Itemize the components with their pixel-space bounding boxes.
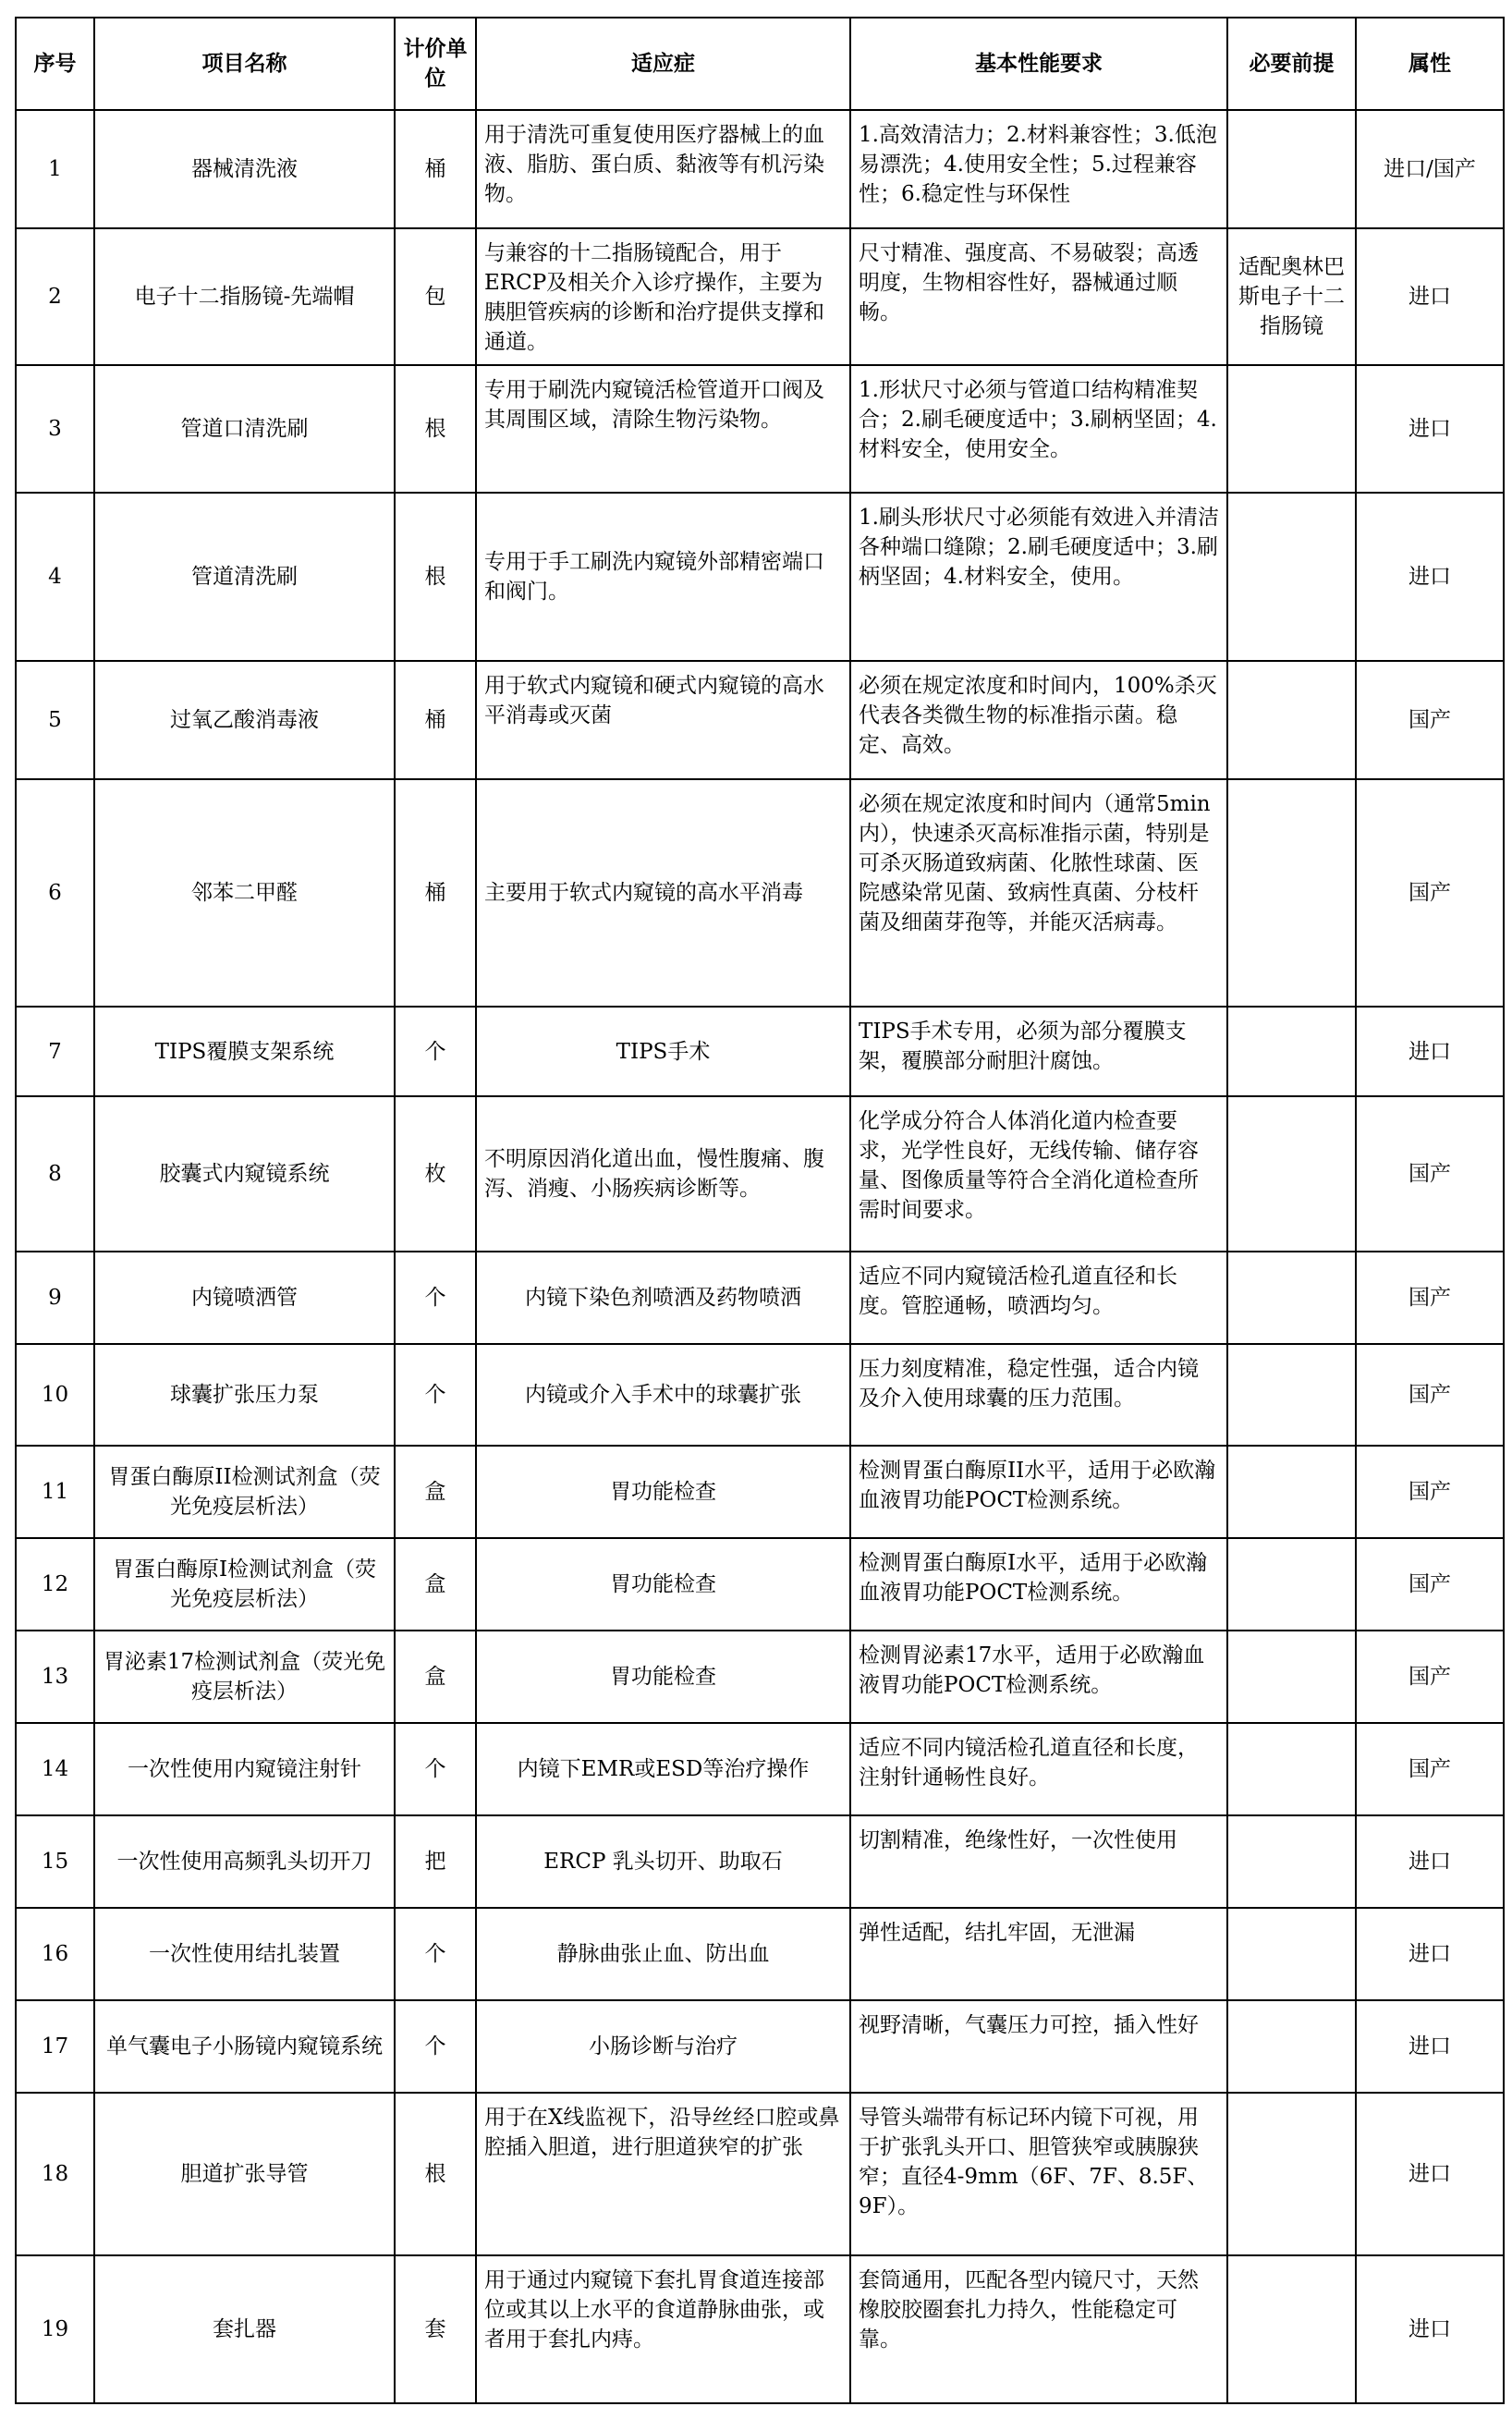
cell-prerequisite [1227, 493, 1356, 661]
cell-requirements: 切割精准，绝缘性好，一次性使用 [850, 1815, 1227, 1908]
cell-indication: 静脉曲张止血、防出血 [476, 1908, 850, 2000]
table-row [16, 1007, 1504, 1096]
cell-indication: 专用于手工刷洗内窥镜外部精密端口和阀门。 [476, 493, 850, 661]
cell-attribute: 国产 [1356, 1446, 1504, 1538]
cell-no: 2 [16, 228, 94, 365]
cell-name: 内镜喷洒管 [94, 1252, 395, 1344]
cell-no: 13 [16, 1631, 94, 1723]
cell-requirements: 检测胃泌素17水平，适用于必欧瀚血液胃功能POCT检测系统。 [850, 1631, 1227, 1723]
cell-requirements: 必须在规定浓度和时间内，100%杀灭代表各类微生物的标准指示菌。稳定、高效。 [850, 661, 1227, 779]
cell-requirements: 1.形状尺寸必须与管道口结构精准契合；2.刷毛硬度适中；3.刷柄坚固；4.材料安全，使用安全。 [850, 365, 1227, 493]
cell-attribute: 进口 [1356, 2093, 1504, 2255]
cell-no: 10 [16, 1344, 94, 1446]
table-row [16, 2255, 1504, 2403]
cell-indication: 用于在X线监视下，沿导丝经口腔或鼻腔插入胆道，进行胆道狭窄的扩张 [476, 2093, 850, 2255]
cell-attribute: 进口 [1356, 493, 1504, 661]
cell-attribute: 进口 [1356, 1815, 1504, 1908]
cell-prerequisite [1227, 1007, 1356, 1096]
cell-no: 6 [16, 779, 94, 1007]
cell-unit: 盒 [395, 1446, 476, 1538]
cell-indication: 专用于刷洗内窥镜活检管道开口阀及其周围区域，清除生物污染物。 [476, 365, 850, 493]
cell-no: 16 [16, 1908, 94, 2000]
cell-unit: 桶 [395, 661, 476, 779]
table-row [16, 1538, 1504, 1631]
header-indication: 适应症 [476, 18, 850, 110]
table-row [16, 365, 1504, 493]
cell-name: 胃蛋白酶原II检测试剂盒（荧光免疫层析法） [94, 1446, 395, 1538]
cell-unit: 包 [395, 228, 476, 365]
cell-no: 9 [16, 1252, 94, 1344]
header-attribute: 属性 [1356, 18, 1504, 110]
cell-no: 3 [16, 365, 94, 493]
cell-name: 球囊扩张压力泵 [94, 1344, 395, 1446]
cell-unit: 枚 [395, 1096, 476, 1252]
cell-no: 14 [16, 1723, 94, 1815]
cell-no: 15 [16, 1815, 94, 1908]
cell-attribute: 进口 [1356, 2255, 1504, 2403]
cell-requirements: 检测胃蛋白酶原I水平，适用于必欧瀚血液胃功能POCT检测系统。 [850, 1538, 1227, 1631]
cell-unit: 根 [395, 365, 476, 493]
cell-prerequisite [1227, 110, 1356, 228]
cell-indication: 胃功能检查 [476, 1538, 850, 1631]
header-unit: 计价单位 [395, 18, 476, 110]
procurement-table-wrapper [15, 17, 1503, 2404]
cell-attribute: 进口 [1356, 365, 1504, 493]
cell-requirements: 适应不同内镜活检孔道直径和长度，注射针通畅性良好。 [850, 1723, 1227, 1815]
cell-requirements: 1.刷头形状尺寸必须能有效进入并清洁各种端口缝隙；2.刷毛硬度适中；3.刷柄坚固；4.材料安全，使用。 [850, 493, 1227, 661]
cell-unit: 个 [395, 1908, 476, 2000]
cell-indication: 内镜下染色剂喷洒及药物喷洒 [476, 1252, 850, 1344]
cell-no: 1 [16, 110, 94, 228]
cell-prerequisite [1227, 2093, 1356, 2255]
cell-name: 单气囊电子小肠镜内窥镜系统 [94, 2000, 395, 2093]
cell-no: 11 [16, 1446, 94, 1538]
cell-indication: TIPS手术 [476, 1007, 850, 1096]
cell-name: 电子十二指肠镜-先端帽 [94, 228, 395, 365]
cell-unit: 个 [395, 1723, 476, 1815]
cell-indication: 胃功能检查 [476, 1446, 850, 1538]
cell-attribute: 进口 [1356, 1007, 1504, 1096]
cell-prerequisite [1227, 365, 1356, 493]
cell-attribute: 国产 [1356, 661, 1504, 779]
cell-indication: 用于软式内窥镜和硬式内窥镜的高水平消毒或灭菌 [476, 661, 850, 779]
cell-attribute: 国产 [1356, 1096, 1504, 1252]
cell-indication: 与兼容的十二指肠镜配合，用于ERCP及相关介入诊疗操作，主要为胰胆管疾病的诊断和治疗提供支撑和通道。 [476, 228, 850, 365]
cell-unit: 根 [395, 2093, 476, 2255]
cell-requirements: TIPS手术专用，必须为部分覆膜支架，覆膜部分耐胆汁腐蚀。 [850, 1007, 1227, 1096]
table-row [16, 110, 1504, 228]
cell-no: 19 [16, 2255, 94, 2403]
cell-indication: 小肠诊断与治疗 [476, 2000, 850, 2093]
cell-indication: 内镜或介入手术中的球囊扩张 [476, 1344, 850, 1446]
cell-requirements: 尺寸精准、强度高、不易破裂；高透明度，生物相容性好，器械通过顺畅。 [850, 228, 1227, 365]
cell-no: 18 [16, 2093, 94, 2255]
cell-indication: 内镜下EMR或ESD等治疗操作 [476, 1723, 850, 1815]
cell-prerequisite [1227, 1096, 1356, 1252]
cell-indication: 用于清洗可重复使用医疗器械上的血液、脂肪、蛋白质、黏液等有机污染物。 [476, 110, 850, 228]
cell-prerequisite [1227, 1815, 1356, 1908]
cell-requirements: 套筒通用，匹配各型内镜尺寸，天然橡胶胶圈套扎力持久，性能稳定可靠。 [850, 2255, 1227, 2403]
cell-indication: 主要用于软式内窥镜的高水平消毒 [476, 779, 850, 1007]
cell-unit: 盒 [395, 1631, 476, 1723]
procurement-table [15, 17, 1505, 2404]
cell-requirements: 导管头端带有标记环内镜下可视，用于扩张乳头开口、胆管狭窄或胰腺狭窄；直径4-9mm（6F、7F、8.5F、9F）。 [850, 2093, 1227, 2255]
header-name: 项目名称 [94, 18, 395, 110]
cell-prerequisite [1227, 2255, 1356, 2403]
cell-indication: 不明原因消化道出血，慢性腹痛、腹泻、消瘦、小肠疾病诊断等。 [476, 1096, 850, 1252]
cell-unit: 桶 [395, 110, 476, 228]
table-row [16, 2000, 1504, 2093]
cell-prerequisite [1227, 1908, 1356, 2000]
cell-attribute: 国产 [1356, 1631, 1504, 1723]
cell-indication: 用于通过内窥镜下套扎胃食道连接部位或其以上水平的食道静脉曲张，或者用于套扎内痔。 [476, 2255, 850, 2403]
cell-name: 套扎器 [94, 2255, 395, 2403]
table-row [16, 1446, 1504, 1538]
cell-unit: 把 [395, 1815, 476, 1908]
cell-prerequisite [1227, 2000, 1356, 2093]
cell-name: 邻苯二甲醛 [94, 779, 395, 1007]
cell-prerequisite [1227, 779, 1356, 1007]
cell-requirements: 适应不同内窥镜活检孔道直径和长度。管腔通畅，喷洒均匀。 [850, 1252, 1227, 1344]
cell-name: 胃蛋白酶原I检测试剂盒（荧光免疫层析法） [94, 1538, 395, 1631]
cell-requirements: 检测胃蛋白酶原II水平，适用于必欧瀚血液胃功能POCT检测系统。 [850, 1446, 1227, 1538]
cell-prerequisite [1227, 1252, 1356, 1344]
cell-prerequisite [1227, 1631, 1356, 1723]
cell-requirements: 视野清晰，气囊压力可控，插入性好 [850, 2000, 1227, 2093]
header-no: 序号 [16, 18, 94, 110]
cell-name: 器械清洗液 [94, 110, 395, 228]
table-row [16, 1908, 1504, 2000]
cell-attribute: 进口 [1356, 1908, 1504, 2000]
table-row [16, 1096, 1504, 1252]
cell-attribute: 国产 [1356, 1344, 1504, 1446]
table-row [16, 1252, 1504, 1344]
cell-no: 5 [16, 661, 94, 779]
cell-no: 7 [16, 1007, 94, 1096]
cell-name: 胆道扩张导管 [94, 2093, 395, 2255]
cell-prerequisite [1227, 661, 1356, 779]
cell-indication: 胃功能检查 [476, 1631, 850, 1723]
table-row [16, 661, 1504, 779]
header-requirements: 基本性能要求 [850, 18, 1227, 110]
cell-requirements: 1.高效清洁力；2.材料兼容性；3.低泡易漂洗；4.使用安全性；5.过程兼容性；6.稳定性与环保性 [850, 110, 1227, 228]
cell-name: 胃泌素17检测试剂盒（荧光免疫层析法） [94, 1631, 395, 1723]
table-row [16, 2093, 1504, 2255]
cell-unit: 个 [395, 1007, 476, 1096]
cell-requirements: 必须在规定浓度和时间内（通常5min内），快速杀灭高标准指示菌，特别是可杀灭肠道致病菌、化脓性球菌、医院感染常见菌、致病性真菌、分枝杆菌及细菌芽孢等，并能灭活病毒。 [850, 779, 1227, 1007]
cell-prerequisite [1227, 1344, 1356, 1446]
cell-name: 一次性使用结扎装置 [94, 1908, 395, 2000]
cell-unit: 个 [395, 1252, 476, 1344]
cell-prerequisite [1227, 1538, 1356, 1631]
cell-unit: 个 [395, 1344, 476, 1446]
cell-attribute: 进口 [1356, 228, 1504, 365]
cell-requirements: 化学成分符合人体消化道内检查要求，光学性良好，无线传输、储存容量、图像质量等符合全消化道检查所需时间要求。 [850, 1096, 1227, 1252]
cell-attribute: 国产 [1356, 779, 1504, 1007]
cell-name: TIPS覆膜支架系统 [94, 1007, 395, 1096]
cell-name: 过氧乙酸消毒液 [94, 661, 395, 779]
cell-name: 一次性使用内窥镜注射针 [94, 1723, 395, 1815]
table-row [16, 228, 1504, 365]
cell-indication: ERCP 乳头切开、助取石 [476, 1815, 850, 1908]
cell-attribute: 进口 [1356, 2000, 1504, 2093]
cell-no: 4 [16, 493, 94, 661]
header-row [16, 18, 1504, 110]
cell-prerequisite [1227, 1446, 1356, 1538]
cell-unit: 根 [395, 493, 476, 661]
cell-unit: 套 [395, 2255, 476, 2403]
table-row [16, 1723, 1504, 1815]
cell-requirements: 弹性适配，结扎牢固，无泄漏 [850, 1908, 1227, 2000]
cell-prerequisite: 适配奥林巴斯电子十二指肠镜 [1227, 228, 1356, 365]
cell-name: 管道口清洗刷 [94, 365, 395, 493]
cell-prerequisite [1227, 1723, 1356, 1815]
cell-no: 8 [16, 1096, 94, 1252]
cell-requirements: 压力刻度精准，稳定性强，适合内镜及介入使用球囊的压力范围。 [850, 1344, 1227, 1446]
table-row [16, 1815, 1504, 1908]
cell-unit: 盒 [395, 1538, 476, 1631]
cell-name: 管道清洗刷 [94, 493, 395, 661]
cell-name: 胶囊式内窥镜系统 [94, 1096, 395, 1252]
table-row [16, 779, 1504, 1007]
cell-unit: 桶 [395, 779, 476, 1007]
table-row [16, 493, 1504, 661]
cell-name: 一次性使用高频乳头切开刀 [94, 1815, 395, 1908]
header-prerequisite: 必要前提 [1227, 18, 1356, 110]
cell-no: 12 [16, 1538, 94, 1631]
cell-attribute: 国产 [1356, 1252, 1504, 1344]
cell-attribute: 国产 [1356, 1538, 1504, 1631]
table-row [16, 1344, 1504, 1446]
table-row [16, 1631, 1504, 1723]
cell-attribute: 国产 [1356, 1723, 1504, 1815]
cell-attribute: 进口/国产 [1356, 110, 1504, 228]
cell-no: 17 [16, 2000, 94, 2093]
cell-unit: 个 [395, 2000, 476, 2093]
